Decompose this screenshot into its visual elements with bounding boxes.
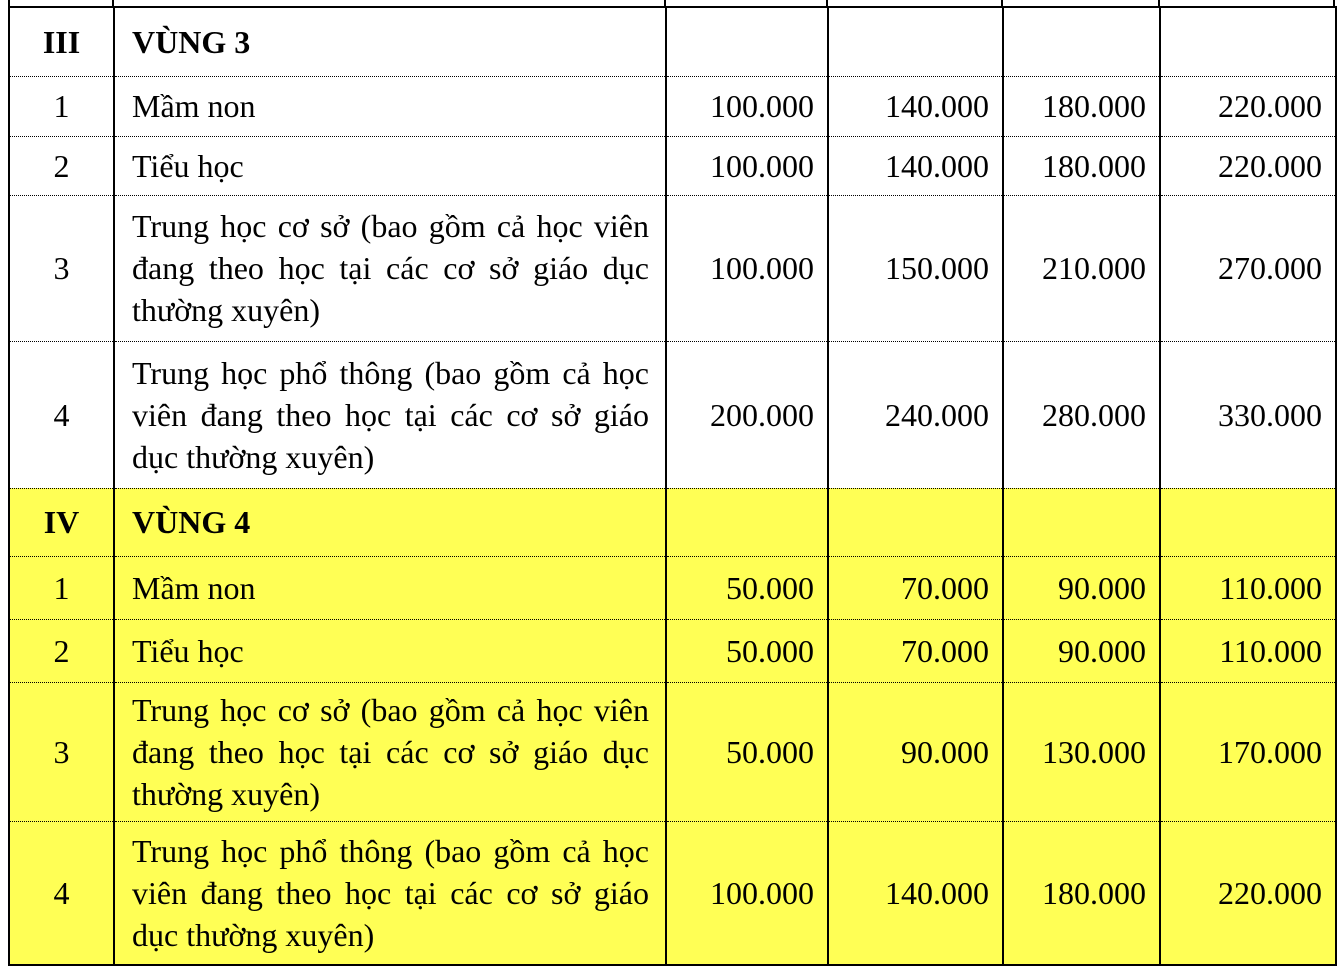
value-cell-4: 330.000 [1160,341,1336,488]
table-row [9,341,1336,488]
row-number-cell: 4 [9,821,114,965]
value-cell-3: 210.000 [1003,195,1160,341]
value-cell-2: 70.000 [828,556,1003,619]
value-cell-1: 200.000 [666,341,828,488]
region-header-row [9,7,1336,76]
value-cell-1: 100.000 [666,195,828,341]
level-name-cell: Trung học cơ sở (bao gồm cả học viên đang theo học tại các cơ sở giáo dục thường xuyên) [114,195,666,341]
table-row [9,76,1336,136]
table-row [9,821,1336,965]
value-cell-1: 50.000 [666,619,828,682]
row-number-cell: III [9,7,114,76]
value-cell-2: 140.000 [828,821,1003,965]
row-number-cell: 2 [9,619,114,682]
value-cell-4: 220.000 [1160,76,1336,136]
level-name-cell: VÙNG 4 [114,488,666,556]
value-cell-2: 140.000 [828,136,1003,195]
value-cell-4: 220.000 [1160,821,1336,965]
value-cell-2: 140.000 [828,76,1003,136]
value-cell-2: 240.000 [828,341,1003,488]
table-row [9,195,1336,341]
row-number-cell: 3 [9,195,114,341]
table-row [9,556,1336,619]
value-cell-2 [828,7,1003,76]
value-cell-3: 180.000 [1003,821,1160,965]
value-cell-4 [1160,488,1336,556]
value-cell-1: 100.000 [666,136,828,195]
value-cell-3: 130.000 [1003,682,1160,821]
value-cell-1: 100.000 [666,821,828,965]
row-number-cell: 4 [9,341,114,488]
level-name-cell: Trung học phổ thông (bao gồm cả học viên đang theo học tại các cơ sở giáo dục thường xuyên) [114,341,666,488]
value-cell-4: 110.000 [1160,556,1336,619]
value-cell-2: 150.000 [828,195,1003,341]
value-cell-2 [828,488,1003,556]
level-name-cell: Tiểu học [114,136,666,195]
row-number-cell: 1 [9,76,114,136]
value-cell-1 [666,7,828,76]
value-cell-2: 90.000 [828,682,1003,821]
value-cell-4: 110.000 [1160,619,1336,682]
value-cell-3: 180.000 [1003,136,1160,195]
value-cell-1: 100.000 [666,76,828,136]
value-cell-2: 70.000 [828,619,1003,682]
region-header-row [9,488,1336,556]
row-number-cell: 3 [9,682,114,821]
table-row [9,136,1336,195]
table-row [9,682,1336,821]
value-cell-4: 170.000 [1160,682,1336,821]
level-name-cell: Mầm non [114,556,666,619]
value-cell-3: 180.000 [1003,76,1160,136]
fee-table [8,6,1337,966]
row-number-cell: 1 [9,556,114,619]
level-name-cell: Trung học phổ thông (bao gồm cả học viên đang theo học tại các cơ sở giáo dục thường xuyên) [114,821,666,965]
level-name-cell: Tiểu học [114,619,666,682]
value-cell-3 [1003,7,1160,76]
value-cell-3: 90.000 [1003,619,1160,682]
level-name-cell: Mầm non [114,76,666,136]
value-cell-4: 270.000 [1160,195,1336,341]
table-row [9,619,1336,682]
value-cell-3: 90.000 [1003,556,1160,619]
row-number-cell: 2 [9,136,114,195]
value-cell-4 [1160,7,1336,76]
level-name-cell: VÙNG 3 [114,7,666,76]
row-number-cell: IV [9,488,114,556]
value-cell-1: 50.000 [666,556,828,619]
level-name-cell: Trung học cơ sở (bao gồm cả học viên đang theo học tại các cơ sở giáo dục thường xuyên) [114,682,666,821]
value-cell-3: 280.000 [1003,341,1160,488]
value-cell-3 [1003,488,1160,556]
value-cell-1: 50.000 [666,682,828,821]
value-cell-1 [666,488,828,556]
value-cell-4: 220.000 [1160,136,1336,195]
